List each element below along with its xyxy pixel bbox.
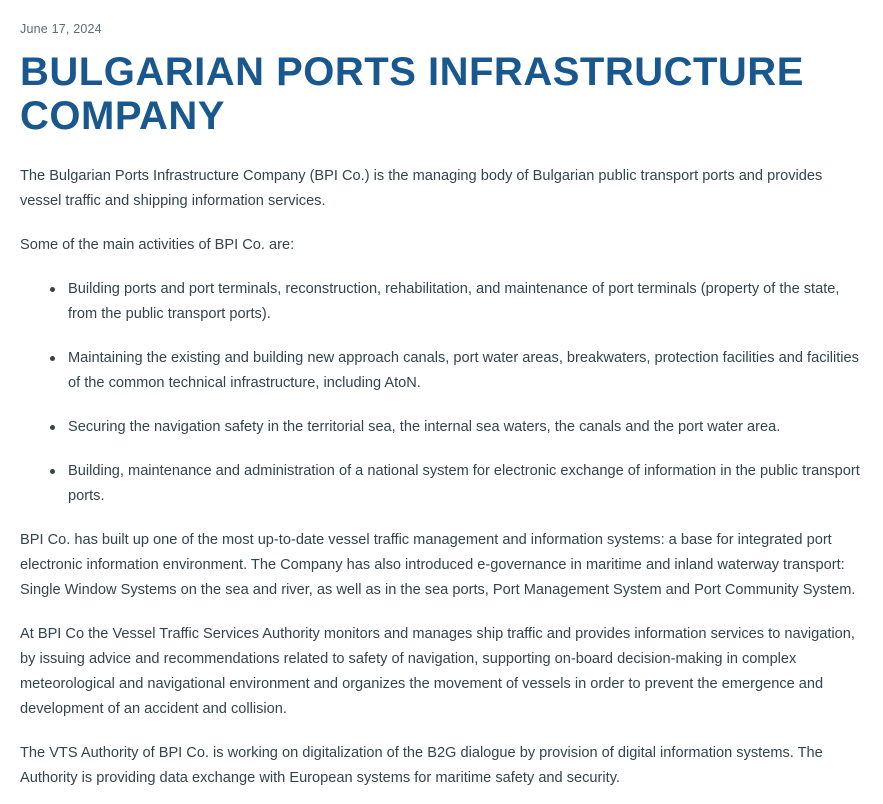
body-paragraph: The VTS Authority of BPI Co. is working on digitalization of the B2G dialogue by provision of digital information systems. The Authority is providing data exchange with European systems for maritime safety and security. <box>20 745 823 786</box>
activities-list <box>20 277 863 509</box>
intro-paragraph: The Bulgarian Ports Infrastructure Company (BPI Co.) is the managing body of Bulgarian public transport ports and provides vessel traffic and shipping information services. <box>20 168 823 209</box>
body-paragraph: At BPI Co the Vessel Traffic Services Authority monitors and manages ship traffic and provides information services to navigation, by issuing advice and recommendations related to safety of navigation, supporting on-board decision-making in complex meteorological and navigational environment and organizes the movement of vessels in order to prevent the emergence and development of an accident and collision. <box>20 626 855 717</box>
activities-lead: Some of the main activities of BPI Co. are: <box>20 237 295 253</box>
publication-date: June 17, 2024 <box>20 22 102 36</box>
list-item: Building ports and port terminals, reconstruction, rehabilitation, and maintenance of port terminals (property of the state, from the public transport ports). <box>50 277 863 327</box>
list-item: Building, maintenance and administration of a national system for electronic exchange of information in the public transport ports. <box>50 459 863 509</box>
body-paragraph: BPI Co. has built up one of the most up-to-date vessel traffic management and information systems: a base for integrated port electronic information environment. The Company has also introduced e-governance in maritime and inland waterway transport: Single Window Systems on the sea and river, as well as in the sea ports, Port Management System and Port Community System. <box>20 532 856 598</box>
page-title: BULGARIAN PORTS INFRASTRUCTURE COMPANY <box>20 50 804 138</box>
list-item: Securing the navigation safety in the territorial sea, the internal sea waters, the canals and the port water area. <box>50 415 863 440</box>
list-item: Maintaining the existing and building new approach canals, port water areas, breakwaters, protection facilities and facilities of the common technical infrastructure, including AtoN. <box>50 346 863 396</box>
